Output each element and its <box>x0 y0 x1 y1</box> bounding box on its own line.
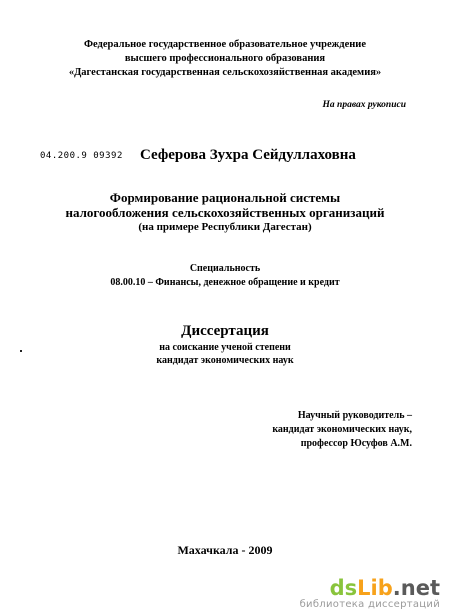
watermark-logo <box>300 577 440 599</box>
institution-block <box>0 38 450 80</box>
title-line-1: Формирование рациональной системы <box>109 190 341 205</box>
watermark-lib: Lib <box>357 576 393 600</box>
institution-line-2: высшего профессионального образования <box>124 53 326 64</box>
dissertation-heading: Диссертация <box>181 323 269 339</box>
specialty-value: 08.00.10 – Финансы, денежное обращение и кредит <box>110 277 340 288</box>
title-line-3: (на примере Республики Дагестан) <box>138 221 312 233</box>
dslib-watermark <box>300 577 440 610</box>
author-name: Сеферова Зухра Сейдуллаховна <box>140 147 356 163</box>
specialty-block <box>0 262 450 290</box>
institution-line-1: Федеральное государственное образовательное учреждение <box>83 39 367 50</box>
rights-notice: На правах рукописи <box>322 100 406 110</box>
archive-code: 04.200.9 09392 <box>40 151 123 161</box>
advisor-block <box>272 409 412 451</box>
specialty-label: Специальность <box>189 263 261 274</box>
degree-line-1: на соискание ученой степени <box>159 342 291 353</box>
watermark-net: .net <box>392 576 440 600</box>
dissertation-degree <box>0 341 450 367</box>
watermark-tagline: библиотека диссертаций <box>299 599 440 610</box>
institution-line-3: «Дагестанская государственная сельскохозяйственная академия» <box>68 67 382 78</box>
advisor-line-2: кандидат экономических наук, <box>272 424 412 435</box>
place-year: Махачкала - 2009 <box>177 543 273 557</box>
advisor-line-3: профессор Юсуфов А.М. <box>300 438 412 449</box>
title-line-2: налогообложения сельскохозяйственных организаций <box>65 205 385 220</box>
scan-speck <box>20 350 22 352</box>
thesis-title <box>0 190 450 235</box>
watermark-ds: ds <box>329 576 358 600</box>
degree-line-2: кандидат экономических наук <box>156 355 294 366</box>
advisor-line-1: Научный руководитель – <box>297 410 412 421</box>
